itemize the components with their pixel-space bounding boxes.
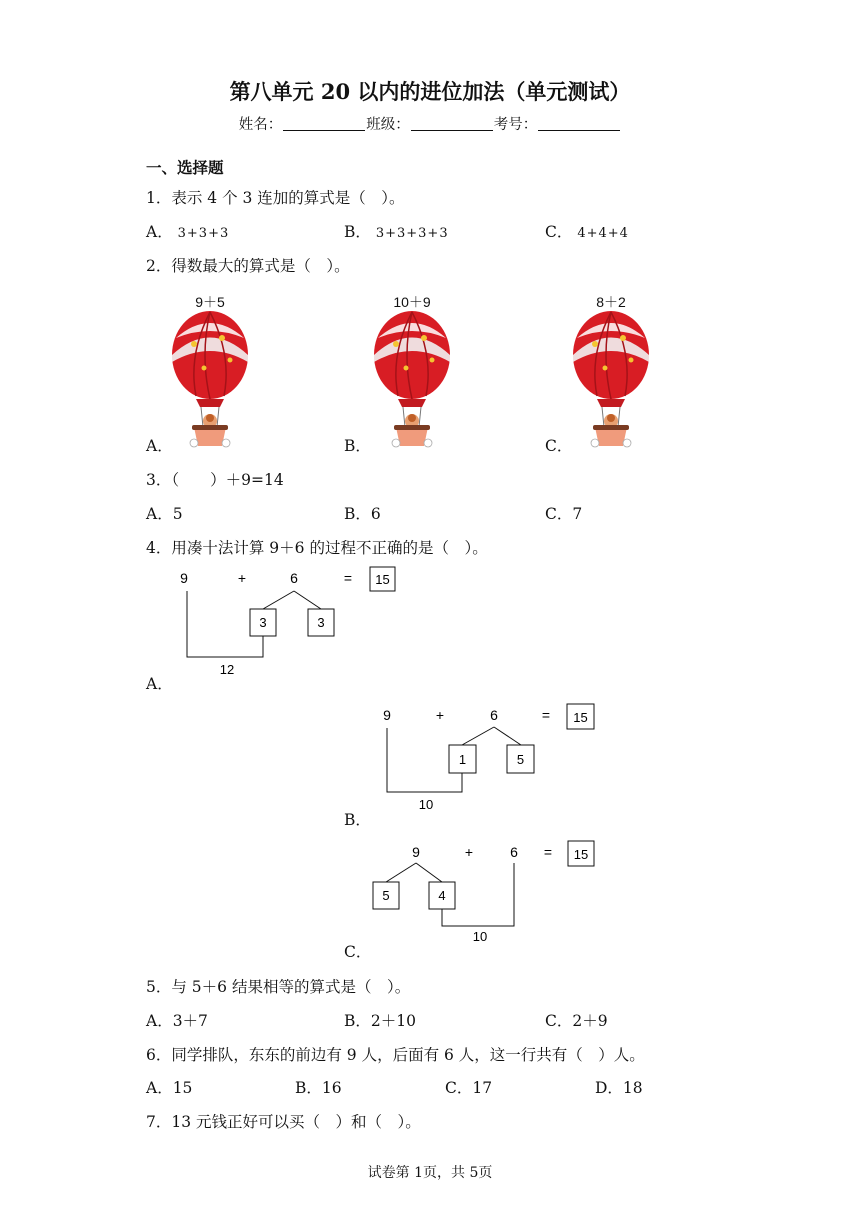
diagram-c-result: 15 <box>573 847 589 862</box>
hot-air-balloon-a-image <box>170 310 250 450</box>
diagram-c-ten-sum: 10 <box>472 929 488 944</box>
diagram-a-addend-2: 6 <box>290 570 298 586</box>
q1-option-c-label: C． <box>545 223 573 241</box>
balloon-b-expression: 10＋9 <box>393 294 431 310</box>
q2-option-c[interactable]: C． <box>545 437 573 455</box>
hot-air-balloon-c-image <box>571 310 651 450</box>
question-1: 1．表示 4 个 3 连加的算式是（ ）。 <box>146 189 405 207</box>
question-2: 2．得数最大的算式是（ ）。 <box>146 257 350 275</box>
question-4: 4．用凑十法计算 9＋6 的过程不正确的是（ ）。 <box>146 539 488 557</box>
diagram-a-split-1: 3 <box>259 615 267 630</box>
class-blank[interactable] <box>411 116 493 131</box>
diagram-a-result: 15 <box>375 572 390 587</box>
q3-option-c[interactable]: C．7 <box>545 505 583 523</box>
question-5: 5．与 5＋6 结果相等的算式是（ ）。 <box>146 978 411 996</box>
name-label: 姓名： <box>238 117 283 133</box>
diagram-b-equals-sign: = <box>541 707 551 723</box>
diagram-b-result: 15 <box>573 710 588 725</box>
diagram-a-plus-sign: + <box>237 570 247 586</box>
q5-option-b[interactable]: B．2＋10 <box>344 1012 416 1030</box>
diagram-a-equals-sign: = <box>343 570 353 586</box>
diagram-a-addend-1: 9 <box>180 570 188 586</box>
q6-option-c[interactable]: C．17 <box>445 1079 493 1097</box>
q6-option-d[interactable]: D．18 <box>595 1079 643 1097</box>
q4-option-b[interactable]: B． <box>344 811 371 829</box>
exam-number-label: 考号： <box>493 117 538 133</box>
q1-option-b-expr: 3+3+3+3 <box>375 226 449 241</box>
q1-option-a-label: A． <box>146 223 173 241</box>
q1-option-b-label: B． <box>344 223 371 241</box>
make-ten-diagram-c <box>370 838 630 953</box>
question-7: 7．13 元钱正好可以买（ ）和（ ）。 <box>146 1113 421 1131</box>
page-title: 第八单元 20 以内的进位加法（单元测试） <box>229 79 631 104</box>
diagram-c-addend-1: 9 <box>412 844 420 860</box>
balloon-a-expression: 9＋5 <box>195 294 225 310</box>
section-heading: 一、选择题 <box>146 158 224 177</box>
diagram-c-split-2: 4 <box>438 888 446 903</box>
q5-option-a[interactable]: A．3＋7 <box>146 1012 208 1030</box>
class-label: 班级： <box>366 117 410 133</box>
q2-option-b[interactable]: B． <box>344 437 371 455</box>
q4-option-a[interactable]: A． <box>146 675 173 693</box>
q1-option-a-expr: 3+3+3 <box>177 226 230 241</box>
question-3: 3．（ ）＋9=14 <box>146 471 284 489</box>
q1-option-a[interactable] <box>146 220 229 242</box>
diagram-c-equals-sign: = <box>543 844 553 860</box>
diagram-c-split-1: 5 <box>382 888 390 903</box>
q1-option-b[interactable] <box>344 220 449 242</box>
diagram-b-split-1: 1 <box>458 752 467 767</box>
q6-option-b[interactable]: B．16 <box>295 1079 342 1097</box>
diagram-b-ten-sum: 10 <box>418 797 434 812</box>
exam-number-blank[interactable] <box>538 116 620 131</box>
q3-option-b[interactable]: B．6 <box>344 505 381 523</box>
diagram-c-addend-2: 6 <box>510 844 518 860</box>
question-6: 6．同学排队，东东的前边有 9 人，后面有 6 人，这一行共有（ ）人。 <box>146 1046 645 1064</box>
diagram-a-split-2: 3 <box>317 615 325 630</box>
q1-option-c-expr: 4+4+4 <box>577 226 629 241</box>
diagram-b-addend-1: 9 <box>383 707 391 723</box>
student-info-line <box>0 113 860 134</box>
make-ten-diagram-b <box>370 699 610 819</box>
diagram-b-plus-sign: + <box>435 707 445 723</box>
make-ten-diagram-a <box>170 562 410 682</box>
diagram-b-split-2: 5 <box>516 752 525 767</box>
diagram-a-ten-sum: 12 <box>219 662 235 677</box>
q2-option-a[interactable]: A． <box>146 437 173 455</box>
q6-option-a[interactable]: A．15 <box>146 1079 193 1097</box>
page-footer: 试卷第 1页，共 5页 <box>367 1165 493 1181</box>
diagram-c-plus-sign: + <box>464 844 474 860</box>
q3-option-a[interactable]: A．5 <box>146 505 183 523</box>
diagram-b-addend-2: 6 <box>490 707 498 723</box>
name-blank[interactable] <box>283 116 365 131</box>
q1-option-c[interactable] <box>545 220 629 242</box>
hot-air-balloon-b-image <box>372 310 452 450</box>
balloon-c-expression: 8＋2 <box>596 294 626 310</box>
q4-option-c[interactable]: C． <box>344 943 372 961</box>
q5-option-c[interactable]: C．2＋9 <box>545 1012 608 1030</box>
